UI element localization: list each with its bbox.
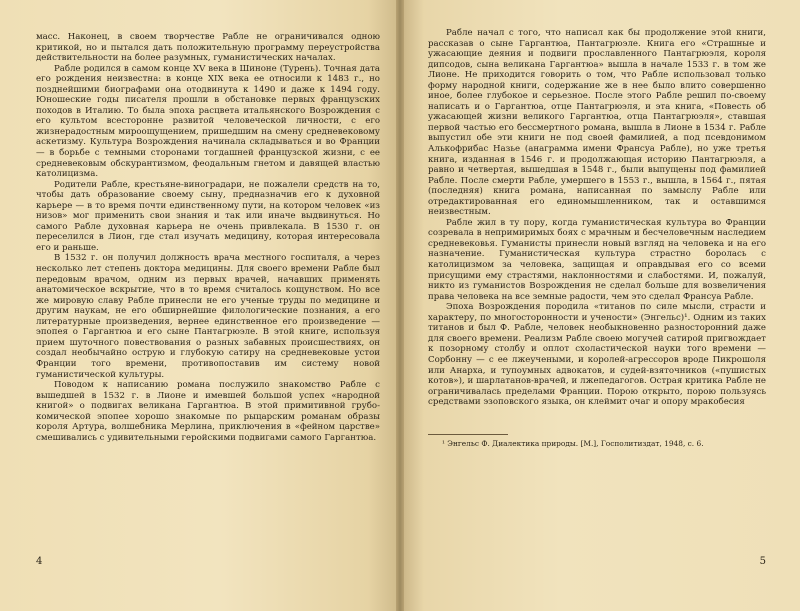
paragraph: Эпоха Возрождения породила «титанов по силе мысли, страсти и характеру, по многосторонности и учености» (Энгельс)¹. Одним из таких титанов и был Ф. Рабле, человек необыкновенно разносторонний даже для своего времени. Реализм Рабле своею могучей сатирой пригвождает к позорному столбу и оплот схоластической науки того времени — Сорбонну — с ее лжеучеными, и королей-агрессоров вроде Пикрошоля или Анарха, и тупоумных адвокатов, и судей-взяточников («пушистых котов»), и шарлатанов-врачей, и лжепедагогов. Острая критика Рабле не ограничивалась пределами Франции. Порою открыто, порою пользуясь средствами эзоповского языка, он клеймит очаг и опору мракобесия bbox=[428, 302, 766, 408]
paragraph: масс. Наконец, в своем творчестве Рабле не ограничивался одною критикой, но и пытался дать положительную программу переустройства действительности на более разумных, гуманистических началах. bbox=[36, 32, 380, 64]
footnote: ¹ Энгельс Ф. Диалектика природы. [М.], Госполитиздат, 1948, с. 6. bbox=[442, 438, 704, 448]
paragraph: В 1532 г. он получил должность врача местного госпиталя, а через несколько лет степень доктора медицины. Для своего времени Рабле был передовым врачом, одним из первых врачей, начавших применять анатомическое вскрытие, что в то время считалось кощунством. Но все же мировую славу Рабле принесли не его ученые труды по медицине и другим наукам, не его обширнейшие филологические познания, а его литературные произведения, вернее единственное его произведение — эпопея о Гаргантюа и его сыне Пантагрюэле. В этой книге, используя прием шуточного повествования о разных забавных происшествиях, он создал необычайно острую и глубокую сатиру на средневековые устои Франции того времени, противопоставив им систему новой гуманистической культуры. bbox=[36, 253, 380, 380]
paragraph: Поводом к написанию романа послужило знакомство Рабле с вышедшей в 1532 г. в Лионе и имевшей большой успех «народной книгой» о подвигах великана Гаргантюа. В этой примитивной грубо-комической эпопее хорошо знакомые по рыцарским романам образы короля Артура, волшебника Мерлина, приключения в «фейном царстве» смешивались с удивительными геройскими подвигами самого Гаргантюа. bbox=[36, 380, 380, 443]
paragraph: Родители Рабле, крестьяне-виноградари, не пожалели средств на то, чтобы дать образование своему сыну, предназначив его к духовной карьере — в то время почти единственному пути, на котором человек «из низов» мог применить свои знания и так или иначе выдвинуться. Но самого Рабле духовная карьера не очень привлекала. В 1530 г. он переселился в Лион, где стал изучать медицину, которая интересовала его и раньше. bbox=[36, 179, 380, 253]
paragraph: Рабле жил в ту пору, когда гуманистическая культура во Франции созревала в непримиримых боях с мрачным и бесчеловечным наследием средневековья. Гуманисты принесли новый взгляд на человека и на его назначение. Гуманистическая культура страстно боролась с католицизмом за человека, защищая и оправдывая его со всеми присущими ему страстями, наклонностями и слабостями. И, пожалуй, никто из гуманистов Возрождения не сделал больше для возвеличения права человека на все земные радости, чем это сделал Франсуа Рабле. bbox=[428, 217, 766, 302]
book-gutter bbox=[396, 0, 404, 611]
footnote-divider bbox=[428, 434, 508, 435]
paragraph: Рабле начал с того, что написал как бы продолжение этой книги, рассказав о сыне Гаргантюа, Пантагрюэле. Книга его «Страшные и ужасающие деяния и подвиги прославленного Пантагрюэля, короля дипсодов, сына великана Гаргантюа» вышла в начале 1533 г. в том же Лионе. Не приходится говорить о том, что Рабле использовал только форму народной книги, содержание же в нее было влито совершенно иное, более глубокое и серьезное. После этого Рабле решил по-своему написать и о Гаргантюа, отце Пантагрюэля, и эта книга, «Повесть об ужасающей жизни великого Гаргантюа, отца Пантагрюэля», ставшая первой частью его бессмертного романа, вышла в Лионе в 1534 г. Рабле выпустил обе эти книги не под своей фамилией, а под псевдонимом Алькофрибас Назье (анаграмма имени Франсуа Рабле), но уже третья книга, изданная в 1546 г. и продолжающая историю Пантагрюэля, а равно и четвертая, вышедшая в 1548 г., были выпущены под фамилией Рабле. После смерти Рабле, умершего в 1553 г., вышла, в 1564 г., пятая (последняя) книга романа, написанная по замыслу Рабле или отредактированная его единомышленником, так и оставшимся неизвестным. bbox=[428, 28, 766, 218]
right-page bbox=[400, 0, 800, 611]
page-number: 4 bbox=[36, 556, 43, 567]
paragraph: Рабле родился в самом конце XV века в Шиноне (Турень). Точная дата его рождения неизвестна: в конце XIX века ее относили к 1483 г., но позднейшими биографами она отодвинута к 1490 и даже к 1494 году. Юношеские годы писателя прошли в обстановке первых французских походов в Италию. То была эпоха расцвета итальянского Возрождения с его культом всесторонне развитой человеческой личности, с его жизнерадостным мироощущением, пришедшим на смену средневековому аскетизму. Культура Возрождения начинала складываться и во Франции — в борьбе с темными сторонами тогдашней французской жизни, с ее средневековым обскурантизмом, феодальным гнетом и давящей властью католицизма. bbox=[36, 63, 380, 180]
page-number: 5 bbox=[759, 556, 766, 567]
